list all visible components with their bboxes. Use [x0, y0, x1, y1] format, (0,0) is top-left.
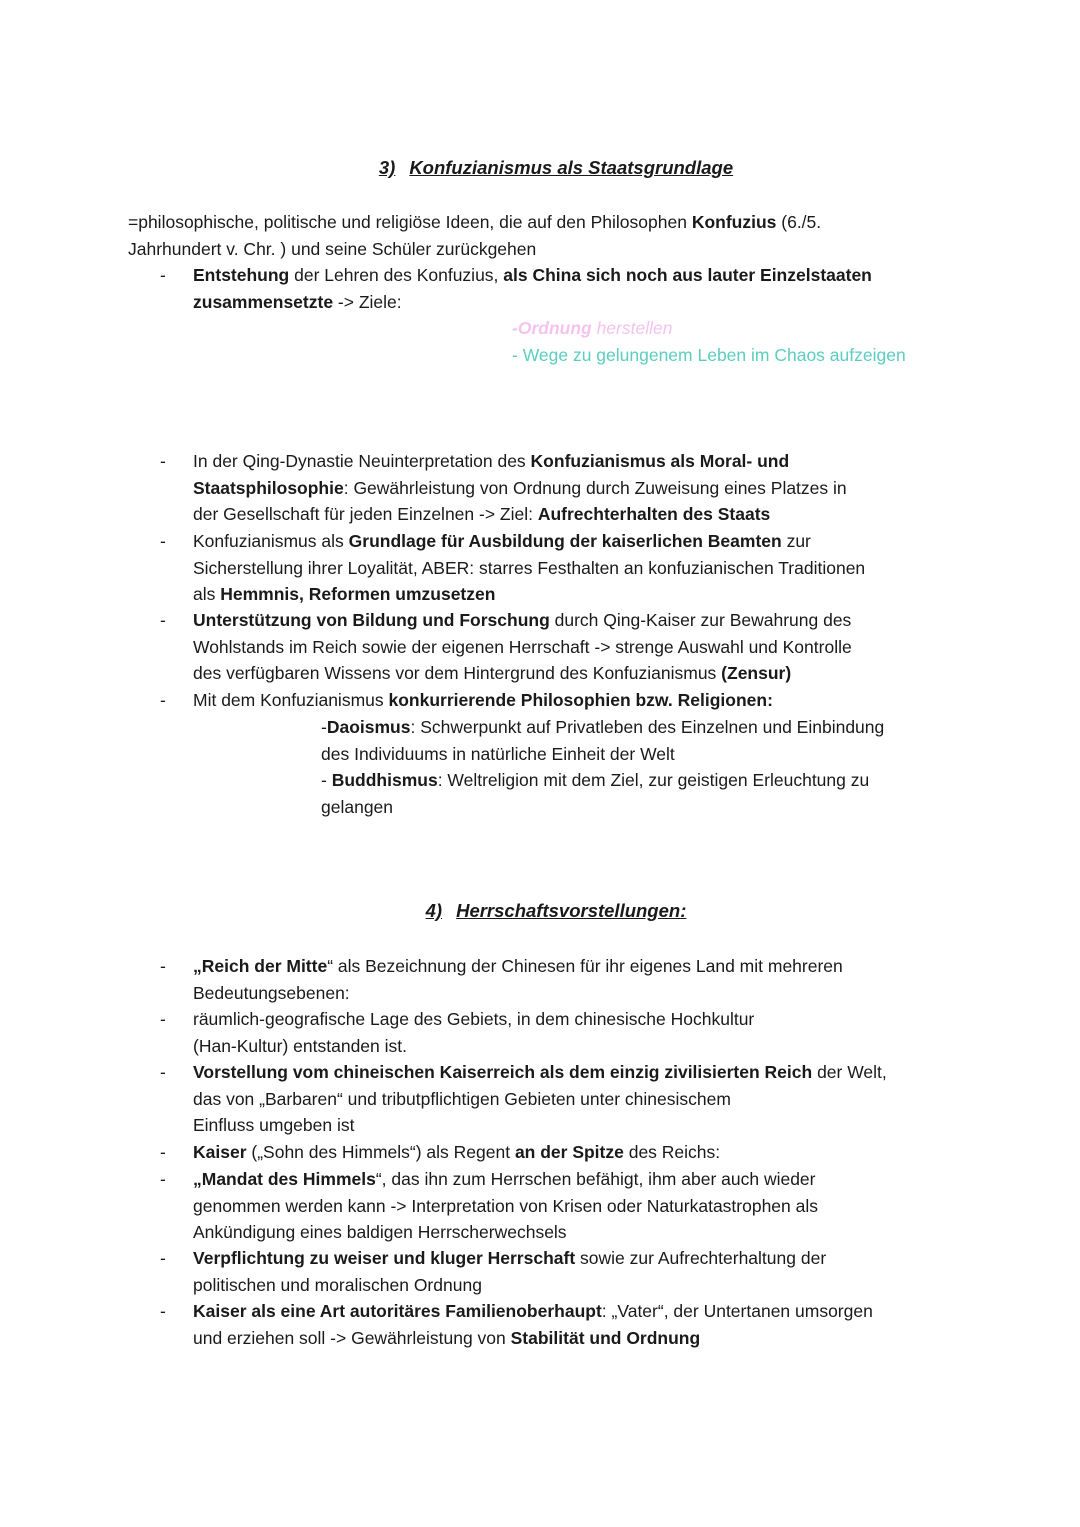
bullet-dash: - [160, 610, 166, 630]
bullet-item-line [193, 953, 843, 980]
text: zur [781, 531, 811, 551]
bullet-item [0, 448, 847, 528]
text: Bedeutungsebenen: [193, 982, 350, 1003]
text: durch Qing-Kaiser zur Bewahrung des [549, 610, 852, 630]
bullet-item-line [193, 289, 872, 316]
bullet-item [0, 528, 865, 608]
bullet-item-line [193, 634, 852, 661]
bullet-item-line [193, 1245, 826, 1272]
bullet-item [0, 1006, 754, 1059]
bullet-item [0, 1139, 720, 1166]
bullet-dash: - [160, 1142, 166, 1162]
text: des Reichs: [623, 1142, 721, 1162]
religion-line [321, 741, 884, 768]
bullet-item-line [193, 1033, 754, 1060]
intro-line [128, 236, 821, 263]
bullet-item-line [193, 555, 865, 582]
bullet-dash: - [160, 1301, 166, 1321]
bold-text: Stabilität und Ordnung [510, 1327, 701, 1348]
bullet-item-line [193, 1272, 826, 1299]
religion-line [321, 767, 884, 794]
text: des verfügbaren Wissens vor dem Hintergrund des Konfuzianismus [193, 663, 722, 683]
bullet-item-line [193, 980, 843, 1007]
bullet-item-line [193, 475, 847, 502]
goals-list [512, 315, 906, 368]
bold-text: Entstehung [193, 265, 290, 285]
text: der Welt, [812, 1062, 887, 1082]
bullet-item-line [193, 528, 865, 555]
text: : Weltreligion mit dem Ziel, zur geistigen Erleuchtung zu [437, 770, 870, 790]
bold-text: Kaiser [193, 1142, 247, 1162]
intro-line [128, 209, 821, 236]
text: gelangen [321, 796, 394, 817]
bullet-item-line [193, 1006, 754, 1033]
text: (Han-Kultur) entstanden ist. [193, 1035, 407, 1056]
text: “, das ihn zum Herrschen befähigt, ihm aber auch wieder [375, 1169, 816, 1189]
text: Ankündigung eines baldigen Herrscherwechsels [193, 1222, 567, 1242]
bullet-dash: - [160, 956, 166, 976]
bold-text: als China sich noch aus lauter Einzelstaaten [503, 265, 872, 285]
bold-text: „Reich der Mitte [193, 956, 328, 976]
goal-order-rest: herstellen [591, 318, 673, 338]
bold-text: Verpflichtung zu weiser und kluger Herrschaft [193, 1248, 576, 1268]
text: Wohlstands im Reich sowie der eigenen Herrschaft -> strenge Auswahl und Kontrolle [193, 636, 852, 657]
bold-text: an der Spitze [514, 1142, 624, 1162]
goal-order [512, 315, 906, 342]
bullet-dash: - [160, 1248, 166, 1268]
bullet-dash: - [160, 265, 166, 285]
bullet-item [0, 1298, 873, 1351]
text: =philosophische, politische und religiöse Ideen, die auf den Philosophen [128, 212, 692, 232]
religions-list [321, 714, 884, 820]
bold-text: Buddhismus [331, 770, 438, 790]
bullet-dash: - [160, 690, 166, 710]
section-3-intro [128, 209, 821, 262]
text: -> Ziele: [333, 291, 402, 312]
text: : Gewährleistung von Ordnung durch Zuweisung eines Platzes in [343, 477, 847, 498]
section-4-title: Herrschaftsvorstellungen: [456, 900, 687, 921]
text: der Gesellschaft für jeden Einzelnen -> Ziel: [193, 504, 538, 524]
text: : „Vater“, der Untertanen umsorgen [601, 1301, 873, 1321]
bold-text: konkurrierende Philosophien bzw. Religionen: [388, 690, 773, 710]
text: Sicherstellung ihrer Loyalität, ABER: starres Festhalten an konfuzianischen Traditionen [193, 557, 866, 578]
text: (6./5. [776, 212, 822, 232]
text: politischen und moralischen Ordnung [193, 1274, 482, 1295]
section-3-number: 3) [378, 157, 396, 178]
bullet-dash: - [160, 1169, 166, 1189]
text: Mit dem Konfuzianismus [193, 690, 389, 710]
bullet-item-line [193, 660, 852, 687]
bullet-item-line [193, 1086, 887, 1113]
text: Konfuzianismus als [193, 531, 349, 551]
goal-order-bold: -Ordnung [512, 318, 592, 338]
bullet-item-line [193, 262, 872, 289]
bold-text: Vorstellung vom chineischen Kaiserreich als dem einzig zivilisierten Reich [193, 1062, 813, 1082]
bullet-item-line [193, 1219, 818, 1246]
text: - [321, 770, 332, 790]
bold-text: „Mandat des Himmels [193, 1169, 376, 1189]
bullet-item-line [193, 1139, 720, 1166]
text: als [193, 584, 221, 604]
text: - [321, 717, 327, 737]
text: räumlich-geografische Lage des Gebiets, in dem chinesische Hochkultur [193, 1009, 755, 1029]
goal-ways: - Wege zu gelungenem Leben im Chaos aufzeigen [512, 344, 906, 365]
bold-text: Hemmnis, Reformen umzusetzen [220, 584, 496, 604]
section-3-title: Konfuzianismus als Staatsgrundlage [409, 157, 734, 178]
text: In der Qing-Dynastie Neuinterpretation des [193, 451, 531, 471]
bullet-item [0, 1059, 887, 1139]
bullet-dash: - [160, 531, 166, 551]
bold-text: Grundlage für Ausbildung der kaiserlichen Beamten [348, 531, 782, 551]
text: : Schwerpunkt auf Privatleben des Einzelnen und Einbindung [410, 717, 885, 737]
section-4-number: 4) [425, 900, 443, 921]
text: “ als Bezeichnung der Chinesen für ihr eigenes Land mit mehreren [327, 956, 843, 976]
bullet-item-line [193, 1112, 887, 1139]
text: der Lehren des Konfuzius, [289, 265, 504, 285]
religion-line [321, 794, 884, 821]
bold-text: Aufrechterhalten des Staats [537, 504, 771, 524]
section-4-heading [0, 900, 1080, 922]
bullet-item [0, 953, 843, 1006]
bullet-item-line [193, 1325, 873, 1352]
bullet-item-line [193, 1166, 818, 1193]
bullet-item [0, 262, 872, 315]
bullet-item-line [193, 687, 773, 714]
bold-text: Unterstützung von Bildung und Forschung [193, 610, 550, 630]
bullet-dash: - [160, 451, 166, 471]
bullet-item-line [193, 448, 847, 475]
bold-text: Kaiser als eine Art autoritäres Familienoberhaupt [193, 1301, 602, 1321]
text: Einfluss umgeben ist [193, 1115, 355, 1135]
bullet-item [0, 1166, 818, 1246]
text: genommen werden kann -> Interpretation von Krisen oder Naturkatastrophen als [193, 1195, 819, 1216]
bullet-item-line [193, 581, 865, 608]
text: Jahrhundert v. Chr. ) und seine Schüler zurückgehen [128, 238, 537, 259]
bullet-item [0, 1245, 826, 1298]
bullet-dash: - [160, 1009, 166, 1029]
section-3-heading [0, 157, 1080, 179]
bullet-item-line [193, 1298, 873, 1325]
bullet-item [0, 607, 852, 687]
bullet-item-line [193, 607, 852, 634]
text: des Individuums in natürliche Einheit der Welt [321, 743, 675, 764]
bullet-dash: - [160, 1062, 166, 1082]
text: das von „Barbaren“ und tributpflichtigen Gebieten unter chinesischem [193, 1088, 731, 1109]
bold-text: (Zensur) [721, 663, 792, 683]
bold-text: Konfuzius [691, 212, 777, 232]
text: und erziehen soll -> Gewährleistung von [193, 1327, 511, 1348]
bold-text: zusammensetzte [193, 291, 334, 312]
bold-text: Daoismus [326, 717, 411, 737]
bullet-item-line [193, 1193, 818, 1220]
bullet-item-line [193, 501, 847, 528]
bullet-item-line [193, 1059, 887, 1086]
bold-text: Konfuzianismus als Moral- und [530, 451, 790, 471]
bold-text: Staatsphilosophie [193, 477, 344, 498]
religion-line [321, 714, 884, 741]
bullet-item [0, 687, 773, 714]
text: sowie zur Aufrechterhaltung der [575, 1248, 827, 1268]
text: („Sohn des Himmels“) als Regent [246, 1142, 515, 1162]
